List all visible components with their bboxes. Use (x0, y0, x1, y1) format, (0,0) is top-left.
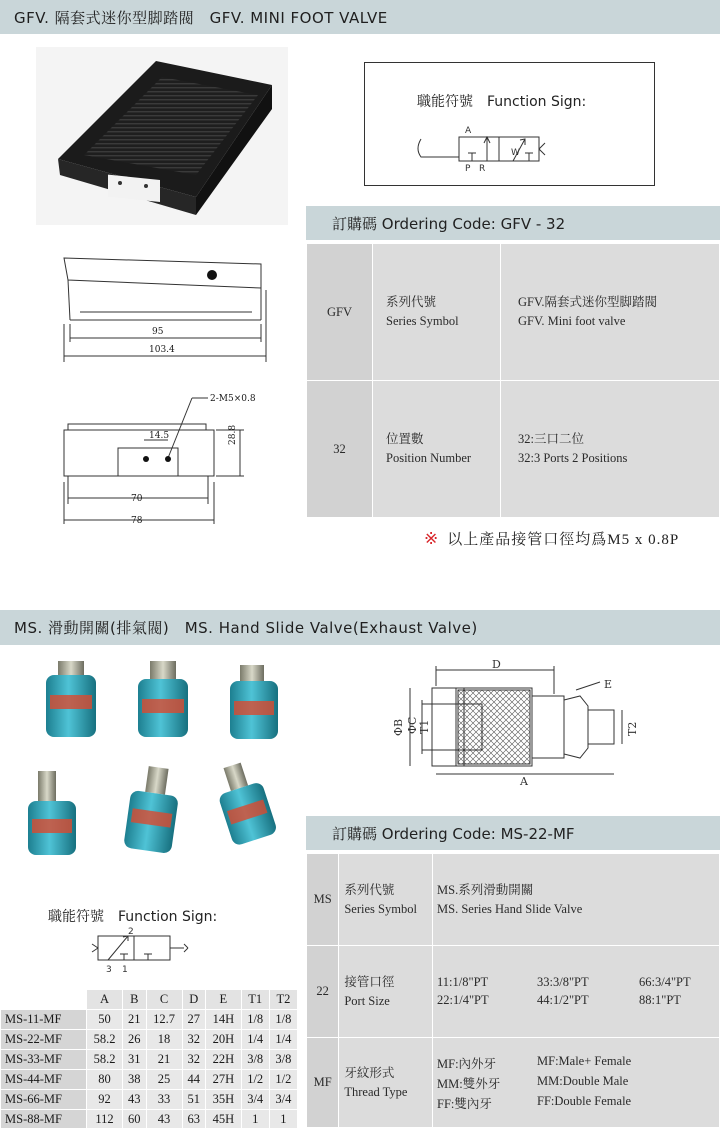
symbol-1: 1 (122, 965, 128, 974)
ms-ordering-code: 訂購碼 Ordering Code: MS-22-MF (306, 816, 720, 850)
gfv-label-zh: 系列代號 (386, 295, 437, 309)
ms-row-port (307, 946, 720, 1038)
dim-28-8: 28.8 (228, 424, 238, 445)
position-label-zh: 位置數 (386, 432, 424, 446)
port-size: 33:3/8"PT (537, 975, 589, 989)
spec-model: MS-22-MF (1, 1030, 87, 1050)
ms-series-label-en: Series Symbol (344, 901, 417, 916)
position-label-en: Position Number (386, 451, 472, 465)
gfv-label-en: Series Symbol (386, 314, 459, 328)
thread-label-en: Thread Type (344, 1084, 408, 1099)
spec-row (1, 1050, 298, 1070)
dim-a: A (520, 775, 528, 785)
spec-header: C (146, 990, 182, 1010)
gfv-function-sign-box (364, 62, 655, 186)
spec-model: MS-11-MF (1, 1010, 87, 1030)
ms-product-photos (24, 655, 314, 870)
spec-header: A (87, 990, 123, 1010)
thread-code: MF (307, 1038, 339, 1128)
spec-cell: 18 (146, 1030, 182, 1050)
spec-cell: 112 (87, 1110, 123, 1128)
port-size-grid (437, 975, 719, 1008)
spec-cell: 21 (123, 1010, 146, 1030)
spec-cell: 3/8 (269, 1050, 297, 1070)
ms-valve-symbol (88, 926, 198, 974)
ms-section-title: MS. 滑動開關(排氣閥) MS. Hand Slide Valve(Exhaust Valve) (0, 610, 720, 645)
spec-row (1, 1070, 298, 1090)
spec-cell: 63 (182, 1110, 205, 1128)
ms-series-desc-1: MS.系列滑動開關 (437, 882, 534, 897)
spec-cell: 80 (87, 1070, 123, 1090)
spec-header: T2 (269, 990, 297, 1010)
spec-cell: 43 (123, 1090, 146, 1110)
dim-14-5: 14.5 (149, 431, 170, 441)
spec-header: T1 (241, 990, 269, 1010)
symbol-3: 3 (106, 965, 112, 974)
ms-dimension-drawing (380, 660, 640, 785)
spec-cell: 58.2 (87, 1050, 123, 1070)
dim-phic: ΦC (406, 716, 419, 734)
spec-cell: 31 (123, 1050, 146, 1070)
valve-photo-6 (210, 758, 278, 846)
spec-cell: 3/4 (241, 1090, 269, 1110)
port-label-en: Port Size (344, 993, 390, 1008)
position-desc-2: 32:3 Ports 2 Positions (518, 451, 628, 465)
gfv-product-photo (36, 47, 288, 225)
port-label-zh: 接管口徑 (344, 974, 395, 989)
spec-body (1, 1010, 298, 1128)
note-mark: ※ (424, 529, 440, 548)
dim-78: 78 (131, 516, 143, 526)
spec-header: B (123, 990, 146, 1010)
spec-cell: 21 (146, 1050, 182, 1070)
thread-type-grid (437, 1054, 719, 1112)
dim-103: 103.4 (149, 345, 175, 355)
spec-model: MS-66-MF (1, 1090, 87, 1110)
ms-series-desc-2: MS. Series Hand Slide Valve (437, 901, 583, 916)
spec-header: E (206, 990, 242, 1010)
port-size: 44:1/2"PT (537, 993, 589, 1007)
ms-series-label-zh: 系列代號 (344, 882, 395, 897)
gfv-front-drawing (56, 392, 256, 537)
thread-type: MM:Double Male (537, 1073, 629, 1088)
port-code: 22 (307, 946, 339, 1038)
valve-photo-1 (46, 661, 96, 737)
spec-cell: 1/4 (269, 1030, 297, 1050)
spec-model: MS-33-MF (1, 1050, 87, 1070)
gfv-function-sign-title: 職能符號 Function Sign: (417, 94, 587, 110)
spec-cell: 12.7 (146, 1010, 182, 1030)
valve-photo-4 (28, 771, 76, 855)
spec-cell: 92 (87, 1090, 123, 1110)
spec-cell: 27H (206, 1070, 242, 1090)
gfv-desc-2: GFV. Mini foot valve (518, 314, 626, 328)
dim-70: 70 (131, 494, 143, 504)
spec-cell: 58.2 (87, 1030, 123, 1050)
ms-row-series (307, 854, 720, 946)
spec-cell: 35H (206, 1090, 242, 1110)
gfv-row-series (307, 244, 720, 381)
spec-cell: 1/8 (269, 1010, 297, 1030)
ms-spec-table (0, 989, 298, 1128)
valve-photo-5 (123, 764, 182, 854)
spec-cell: 1 (241, 1110, 269, 1128)
spec-cell: 27 (182, 1010, 205, 1030)
spec-cell: 33 (146, 1090, 182, 1110)
spec-row (1, 1010, 298, 1030)
spec-cell: 50 (87, 1010, 123, 1030)
spec-cell: 3/8 (241, 1050, 269, 1070)
port-size: 22:1/4"PT (437, 993, 489, 1007)
gfv-ordering-code: 訂購碼 Ordering Code: GFV - 32 (306, 206, 720, 240)
dim-d: D (492, 660, 501, 671)
spec-cell: 1 (269, 1110, 297, 1128)
note-text: 以上產品接管口徑均爲M5 x 0.8P (447, 532, 680, 548)
symbol-w: W (511, 148, 520, 158)
spec-row (1, 1090, 298, 1110)
port-size: 88:1"PT (639, 993, 681, 1007)
spec-cell: 1/2 (241, 1070, 269, 1090)
spec-cell: 26 (123, 1030, 146, 1050)
spec-header: D (182, 990, 205, 1010)
port-size: 66:3/4"PT (639, 975, 691, 989)
spec-cell: 1/2 (269, 1070, 297, 1090)
thread-label-zh: 牙紋形式 (344, 1065, 395, 1080)
spec-model: MS-88-MF (1, 1110, 87, 1128)
spec-cell: 1/8 (241, 1010, 269, 1030)
gfv-row-position (307, 381, 720, 518)
dim-e: E (604, 678, 613, 691)
dim-phib: ΦB (392, 718, 405, 736)
ms-series-code: MS (307, 854, 339, 946)
spec-cell: 44 (182, 1070, 205, 1090)
symbol-r: R (479, 164, 486, 174)
gfv-ordering-table (306, 243, 720, 518)
port-size: 11:1/8"PT (437, 975, 489, 989)
dim-m5: 2-M5×0.8 (210, 394, 256, 404)
gfv-code: GFV (307, 244, 373, 381)
symbol-2: 2 (128, 927, 134, 937)
spec-cell: 14H (206, 1010, 242, 1030)
spec-cell: 45H (206, 1110, 242, 1128)
valve-photo-3 (230, 665, 278, 739)
spec-cell: 25 (146, 1070, 182, 1090)
ms-function-sign-title: 職能符號 Function Sign: (48, 909, 218, 925)
dim-95: 95 (152, 327, 164, 337)
spec-row (1, 1110, 298, 1128)
gfv-section-title: GFV. 隔套式迷你型脚踏閥 GFV. MINI FOOT VALVE (0, 0, 720, 34)
position-code: 32 (307, 381, 373, 518)
thread-type: MF:內外牙 (437, 1056, 497, 1071)
spec-cell: 1/4 (241, 1030, 269, 1050)
spec-cell: 43 (146, 1110, 182, 1128)
dim-t2: T2 (626, 721, 639, 736)
ms-row-thread (307, 1038, 720, 1128)
spec-cell: 60 (123, 1110, 146, 1128)
spec-cell: 3/4 (269, 1090, 297, 1110)
spec-header-row (1, 990, 298, 1010)
spec-cell: 32 (182, 1030, 205, 1050)
position-desc-1: 32:三口二位 (518, 432, 584, 446)
thread-type: FF:Double Female (537, 1093, 632, 1108)
spec-cell: 22H (206, 1050, 242, 1070)
symbol-a: A (465, 126, 472, 136)
thread-type: MM:雙外牙 (437, 1076, 501, 1091)
thread-type: MF:Male+ Female (537, 1053, 632, 1068)
gfv-note (424, 528, 679, 549)
dim-t1: T1 (418, 719, 431, 734)
ms-ordering-table (306, 853, 720, 1128)
gfv-valve-symbol (417, 123, 547, 175)
valve-photo-2 (138, 661, 188, 737)
spec-cell: 20H (206, 1030, 242, 1050)
spec-row (1, 1030, 298, 1050)
spec-model: MS-44-MF (1, 1070, 87, 1090)
thread-type: FF:雙內牙 (437, 1096, 492, 1111)
spec-cell: 51 (182, 1090, 205, 1110)
symbol-p: P (465, 164, 471, 174)
spec-cell: 32 (182, 1050, 205, 1070)
gfv-desc-1: GFV.隔套式迷你型脚踏閥 (518, 295, 658, 309)
spec-cell: 38 (123, 1070, 146, 1090)
